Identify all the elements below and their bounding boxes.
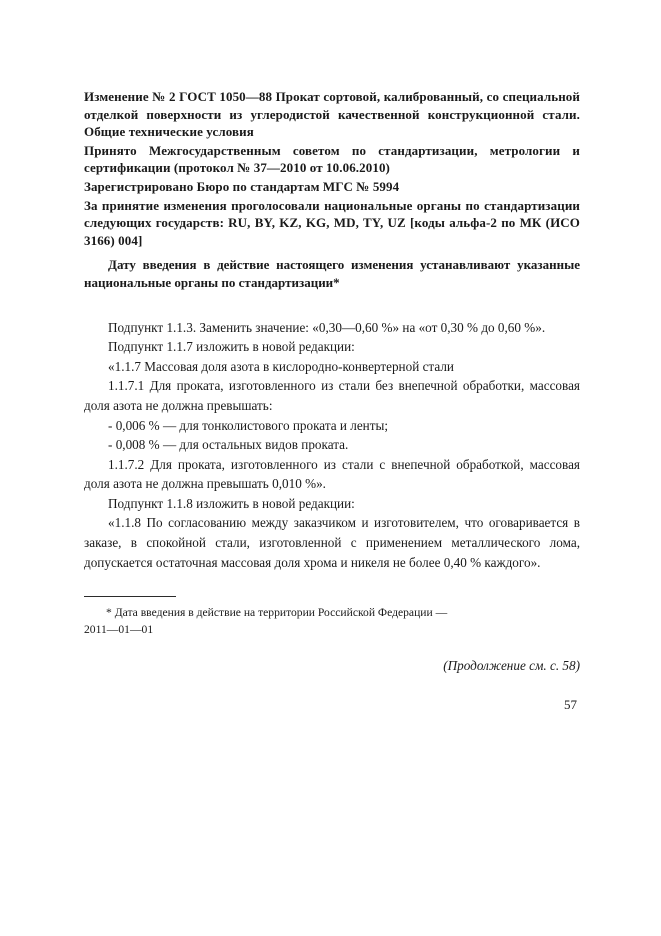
footnote-line-1: * Дата введения в действие на территории Российской Федерации — (106, 606, 448, 620)
body-paragraph-1: Подпункт 1.1.3. Заменить значение: «0,30—0,60 %» на «от 0,30 % до 0,60 %». (108, 319, 546, 335)
page-content (84, 88, 580, 674)
header-paragraph-voted: За принятие изменения проголосовали национальные органы по стандартизации следующих государств: RU, BY, KZ, KG, MD, TY, UZ [коды альфа-2 по МК (ИСО 3166) 004] (84, 197, 580, 248)
page-number: 57 (564, 697, 577, 712)
header-paragraph-registered: Зарегистрировано Бюро по стандартам МГС № 5994 (84, 178, 400, 194)
body-paragraph-4: 1.1.7.1 Для проката, изготовленного из стали без внепечной обработки, массовая доля азота не должна превышать: (84, 378, 580, 413)
footnote-block (84, 604, 580, 638)
intro-paragraph: Дату введения в действие настоящего изменения устанавливают указанные национальные органы по стандартизации* (84, 257, 580, 290)
body-paragraph-7: 1.1.7.2 Для проката, изготовленного из стали с внепечной обработкой, массовая доля азота не должна превышать 0,010 %». (84, 456, 580, 492)
continuation-note: (Продолжение см. с. 58) (443, 658, 580, 674)
body-paragraph-9: «1.1.8 По согласованию между заказчиком и изготовителем, что оговаривается в заказе, в спокойной стали, изготовленной с применением металлического лома, допускается остаточная массовая доля хрома и никеля не более 0,40 % каждого». (84, 515, 580, 570)
body-paragraph-8: Подпункт 1.1.8 изложить в новой редакции: (108, 495, 355, 511)
body-paragraph-5: - 0,006 % — для тонколистового проката и ленты; (108, 417, 389, 433)
header-paragraph-title: Изменение № 2 ГОСТ 1050—88 Прокат сортовой, калиброванный, со специальной отделкой поверхности из углеродистой качественной конструкционной стали. Общие технические условия (84, 89, 580, 140)
body-paragraph-6: - 0,008 % — для остальных видов проката. (108, 437, 349, 453)
footnote-divider (84, 596, 176, 597)
body-paragraph-3: «1.1.7 Массовая доля азота в кислородно-конвертерной стали (108, 358, 454, 374)
body-paragraph-2: Подпункт 1.1.7 изложить в новой редакции: (108, 339, 355, 355)
header-block (84, 88, 580, 249)
footnote-line-2: 2011—01—01 (84, 623, 154, 637)
body-block (84, 318, 580, 573)
header-paragraph-adopted: Принято Межгосударственным советом по стандартизации, метрологии и сертификации (протокол № 37—2010 от 10.06.2010) (84, 142, 580, 176)
